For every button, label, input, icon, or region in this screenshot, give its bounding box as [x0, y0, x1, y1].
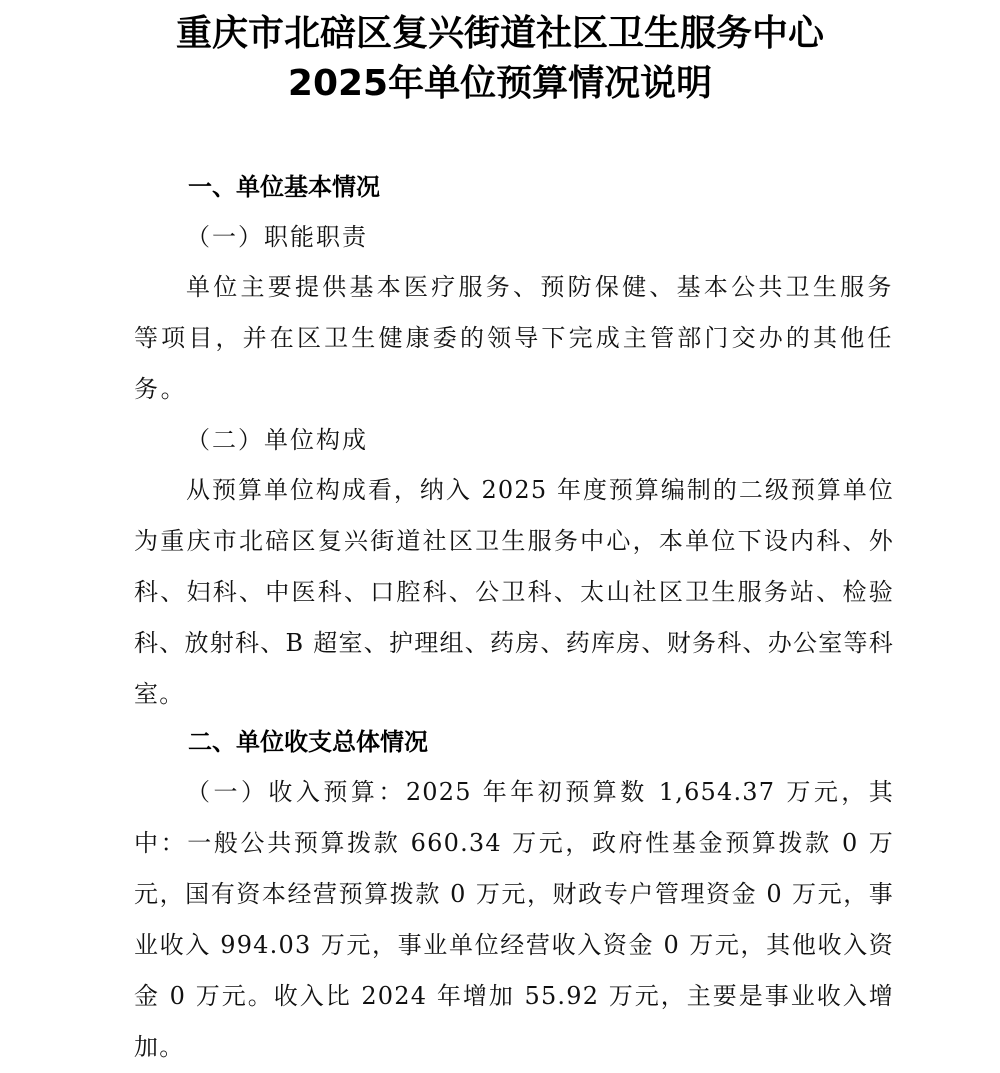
- document-title-line1: 重庆市北碚区复兴街道社区卫生服务中心: [175, 13, 824, 54]
- section2-heading: 二、单位收支总体情况: [188, 728, 428, 756]
- section1-sub1-heading: （一）职能职责: [186, 223, 368, 251]
- section1-heading: 一、单位基本情况: [188, 173, 380, 201]
- section1-sub2-heading: （二）单位构成: [186, 426, 368, 454]
- section1-sub1-paragraph: 单位主要提供基本医疗服务、预防保健、基本公共卫生服务等项目，并在区卫生健康委的领导下完成主管部门交办的其他任务。: [134, 273, 894, 403]
- section1-sub2-paragraph: 从预算单位构成看，纳入 2025 年度预算编制的二级预算单位为重庆市北碚区复兴街道社区卫生服务中心，本单位下设内科、外科、妇科、中医科、口腔科、公卫科、太山社区卫生服务站、检验科、放射科、B 超室、护理组、药房、药库房、财务科、办公室等科室。: [134, 476, 894, 708]
- section2-income-paragraph: （一）收入预算：2025 年年初预算数 1,654.37 万元，其中：一般公共预算拨款 660.34 万元，政府性基金预算拨款 0 万元，国有资本经营预算拨款 0 万元，财政专户管理资金 0 万元，事业收入 994.03 万元，事业单位经营收入资金 0 万元，其他收入资金 0 万元。收入比 2024 年增加 55.92 万元，主要是事业收入增加。: [134, 778, 894, 1061]
- document-title-line2: 2025年单位预算情况说明: [287, 63, 713, 104]
